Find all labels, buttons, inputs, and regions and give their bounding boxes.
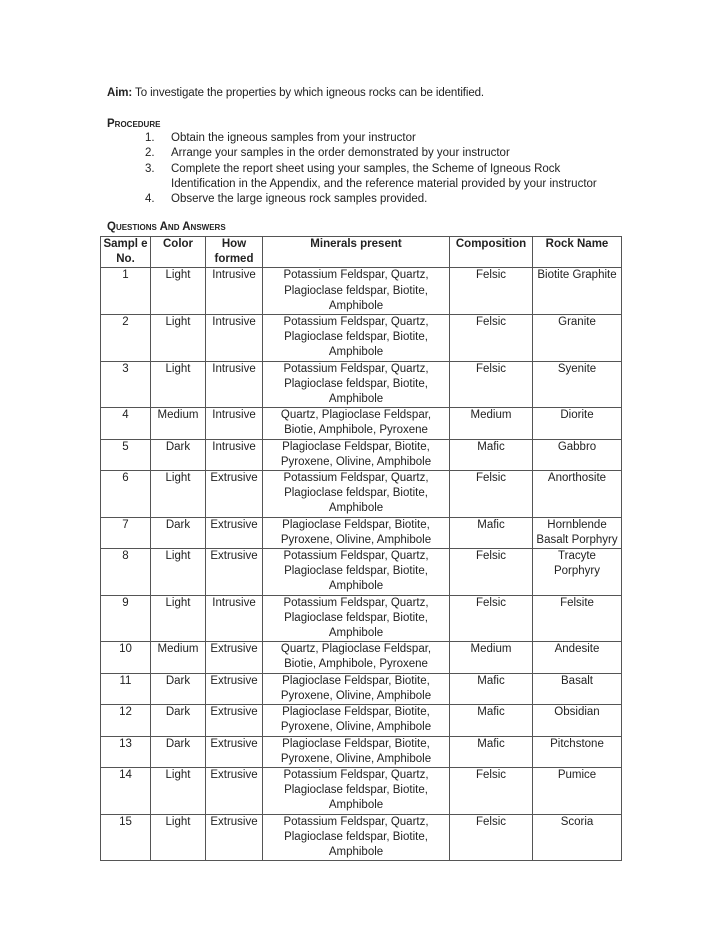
- cell-rock-name: Biotite Graphite: [533, 268, 622, 315]
- table-row: [101, 361, 622, 408]
- procedure-step: [145, 131, 625, 146]
- aim-text: To investigate the properties by which igneous rocks can be identified.: [132, 87, 485, 99]
- table-row: [101, 471, 622, 518]
- cell-sample-no: 3: [101, 361, 151, 408]
- cell-rock-name: Gabbro: [533, 439, 622, 470]
- cell-color: Light: [151, 471, 206, 518]
- cell-composition: Medium: [450, 408, 533, 439]
- cell-color: Dark: [151, 705, 206, 736]
- cell-composition: Felsic: [450, 361, 533, 408]
- step-number: 1.: [145, 132, 155, 144]
- header-composition: Composition: [450, 237, 533, 268]
- cell-composition: Felsic: [450, 315, 533, 362]
- table-row: [101, 673, 622, 704]
- cell-how-formed: Intrusive: [206, 439, 263, 470]
- table-row: [101, 268, 622, 315]
- cell-color: Light: [151, 315, 206, 362]
- procedure-step: [145, 162, 625, 193]
- cell-rock-name: Anorthosite: [533, 471, 622, 518]
- cell-minerals: Potassium Feldspar, Quartz, Plagioclase feldspar, Biotite, Amphibole: [263, 549, 450, 596]
- cell-how-formed: Intrusive: [206, 595, 263, 642]
- cell-how-formed: Extrusive: [206, 705, 263, 736]
- cell-minerals: Plagioclase Feldspar, Biotite, Pyroxene, Olivine, Amphibole: [263, 517, 450, 548]
- cell-rock-name: Obsidian: [533, 705, 622, 736]
- header-color: Color: [151, 237, 206, 268]
- step-number: 3.: [145, 162, 155, 175]
- cell-minerals: Potassium Feldspar, Quartz, Plagioclase feldspar, Biotite, Amphibole: [263, 767, 450, 814]
- cell-minerals: Plagioclase Feldspar, Biotite, Pyroxene, Olivine, Amphibole: [263, 673, 450, 704]
- step-text: Observe the large igneous rock samples provided.: [171, 193, 428, 206]
- cell-minerals: Potassium Feldspar, Quartz, Plagioclase feldspar, Biotite, Amphibole: [263, 814, 450, 861]
- cell-minerals: Plagioclase Feldspar, Biotite, Pyroxene, Olivine, Amphibole: [263, 439, 450, 470]
- table-row: [101, 315, 622, 362]
- cell-minerals: Plagioclase Feldspar, Biotite, Pyroxene, Olivine, Amphibole: [263, 705, 450, 736]
- cell-how-formed: Extrusive: [206, 471, 263, 518]
- step-number: 2.: [145, 147, 155, 160]
- cell-sample-no: 12: [101, 705, 151, 736]
- step-text: Obtain the igneous samples from your instructor: [171, 132, 416, 144]
- cell-how-formed: Intrusive: [206, 361, 263, 408]
- cell-how-formed: Extrusive: [206, 549, 263, 596]
- cell-how-formed: Extrusive: [206, 642, 263, 673]
- cell-sample-no: 14: [101, 767, 151, 814]
- cell-composition: Mafic: [450, 705, 533, 736]
- cell-sample-no: 11: [101, 673, 151, 704]
- cell-how-formed: Extrusive: [206, 673, 263, 704]
- cell-rock-name: Hornblende Basalt Porphyry: [533, 517, 622, 548]
- header-sample-no: Sampl e No.: [101, 237, 151, 268]
- table-row: [101, 767, 622, 814]
- cell-color: Light: [151, 549, 206, 596]
- cell-composition: Felsic: [450, 471, 533, 518]
- cell-color: Light: [151, 361, 206, 408]
- cell-sample-no: 15: [101, 814, 151, 861]
- cell-color: Light: [151, 268, 206, 315]
- aim-label: Aim:: [107, 87, 133, 99]
- cell-how-formed: Intrusive: [206, 315, 263, 362]
- cell-how-formed: Extrusive: [206, 517, 263, 548]
- cell-composition: Felsic: [450, 595, 533, 642]
- table-row: [101, 705, 622, 736]
- cell-how-formed: Extrusive: [206, 814, 263, 861]
- cell-minerals: Potassium Feldspar, Quartz, Plagioclase feldspar, Biotite, Amphibole: [263, 361, 450, 408]
- cell-how-formed: Intrusive: [206, 408, 263, 439]
- aim-statement: [107, 87, 484, 99]
- cell-composition: Felsic: [450, 549, 533, 596]
- procedure-step: [145, 146, 625, 161]
- cell-composition: Mafic: [450, 673, 533, 704]
- table-row: [101, 439, 622, 470]
- cell-how-formed: Extrusive: [206, 736, 263, 767]
- cell-color: Dark: [151, 439, 206, 470]
- step-text: Complete the report sheet using your samples, the Scheme of Igneous Rock Identification in the Appendix, and the reference material provided by your instructor: [171, 162, 597, 190]
- cell-rock-name: Granite: [533, 315, 622, 362]
- cell-minerals: Potassium Feldspar, Quartz, Plagioclase feldspar, Biotite, Amphibole: [263, 268, 450, 315]
- cell-how-formed: Intrusive: [206, 268, 263, 315]
- cell-rock-name: Basalt: [533, 673, 622, 704]
- cell-composition: Felsic: [450, 814, 533, 861]
- cell-sample-no: 2: [101, 315, 151, 362]
- step-number: 4.: [145, 193, 155, 206]
- procedure-list: [145, 131, 625, 207]
- cell-minerals: Potassium Feldspar, Quartz, Plagioclase feldspar, Biotite, Amphibole: [263, 471, 450, 518]
- cell-color: Light: [151, 595, 206, 642]
- cell-color: Medium: [151, 642, 206, 673]
- cell-sample-no: 4: [101, 408, 151, 439]
- cell-rock-name: Pitchstone: [533, 736, 622, 767]
- table-row: [101, 736, 622, 767]
- cell-rock-name: Scoria: [533, 814, 622, 861]
- cell-sample-no: 9: [101, 595, 151, 642]
- table-row: [101, 549, 622, 596]
- cell-color: Dark: [151, 736, 206, 767]
- cell-sample-no: 5: [101, 439, 151, 470]
- cell-sample-no: 1: [101, 268, 151, 315]
- header-rock-name: Rock Name: [533, 237, 622, 268]
- questions-answers-heading: Questions And Answers: [107, 221, 226, 233]
- table-row: [101, 408, 622, 439]
- table-row: [101, 814, 622, 861]
- cell-color: Light: [151, 767, 206, 814]
- table-header-row: [101, 237, 622, 268]
- table-body: [101, 268, 622, 861]
- rock-identification-table: [100, 236, 622, 861]
- cell-rock-name: Syenite: [533, 361, 622, 408]
- cell-composition: Felsic: [450, 268, 533, 315]
- cell-sample-no: 8: [101, 549, 151, 596]
- cell-rock-name: Pumice: [533, 767, 622, 814]
- cell-minerals: Quartz, Plagioclase Feldspar, Biotie, Amphibole, Pyroxene: [263, 642, 450, 673]
- cell-rock-name: Tracyte Porphyry: [533, 549, 622, 596]
- cell-composition: Mafic: [450, 736, 533, 767]
- cell-sample-no: 10: [101, 642, 151, 673]
- cell-composition: Mafic: [450, 439, 533, 470]
- cell-composition: Felsic: [450, 767, 533, 814]
- cell-minerals: Plagioclase Feldspar, Biotite, Pyroxene, Olivine, Amphibole: [263, 736, 450, 767]
- cell-rock-name: Diorite: [533, 408, 622, 439]
- cell-color: Light: [151, 814, 206, 861]
- table-row: [101, 642, 622, 673]
- cell-sample-no: 13: [101, 736, 151, 767]
- table-row: [101, 517, 622, 548]
- cell-color: Dark: [151, 517, 206, 548]
- cell-minerals: Potassium Feldspar, Quartz, Plagioclase feldspar, Biotite, Amphibole: [263, 315, 450, 362]
- procedure-heading: Procedure: [107, 118, 161, 130]
- procedure-step: [145, 192, 625, 207]
- cell-color: Medium: [151, 408, 206, 439]
- cell-minerals: Quartz, Plagioclase Feldspar, Biotie, Amphibole, Pyroxene: [263, 408, 450, 439]
- cell-sample-no: 7: [101, 517, 151, 548]
- cell-composition: Medium: [450, 642, 533, 673]
- cell-sample-no: 6: [101, 471, 151, 518]
- table-row: [101, 595, 622, 642]
- cell-rock-name: Andesite: [533, 642, 622, 673]
- cell-how-formed: Extrusive: [206, 767, 263, 814]
- header-minerals: Minerals present: [263, 237, 450, 268]
- header-how-formed: How formed: [206, 237, 263, 268]
- cell-color: Dark: [151, 673, 206, 704]
- cell-composition: Mafic: [450, 517, 533, 548]
- step-text: Arrange your samples in the order demonstrated by your instructor: [171, 147, 510, 160]
- cell-rock-name: Felsite: [533, 595, 622, 642]
- cell-minerals: Potassium Feldspar, Quartz, Plagioclase feldspar, Biotite, Amphibole: [263, 595, 450, 642]
